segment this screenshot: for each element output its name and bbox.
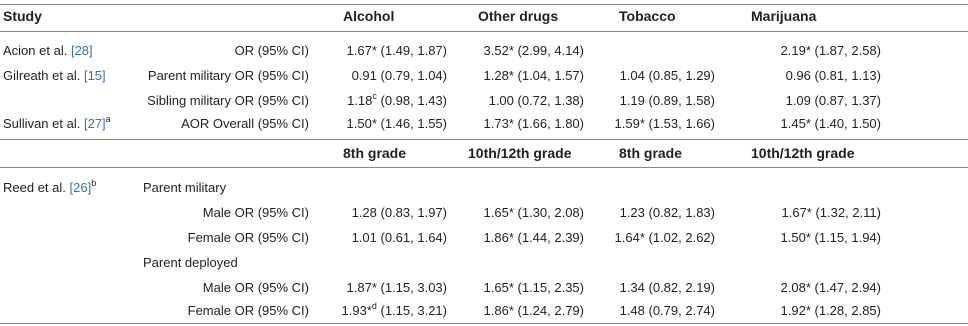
header-alcohol: Alcohol — [343, 8, 395, 24]
reference-link[interactable]: [28] — [70, 43, 93, 58]
subheader-rule — [0, 167, 968, 168]
group-label: Parent deployed — [143, 255, 238, 270]
alcohol-ci-text: (0.98, 1.43) — [376, 93, 447, 108]
header-10th-12th-grade-marijuana: 10th/12th grade — [751, 145, 855, 161]
value-8th-grade-alcohol: 1.87* (1.15, 3.03) — [346, 280, 447, 295]
value-10th-12th-grade-marijuana: 1.92* (1.28, 2.85) — [780, 303, 881, 318]
value-8th-grade-alcohol: 1.01 (0.61, 1.64) — [351, 230, 447, 245]
study-name — [3, 68, 106, 84]
measure-label: Female OR (95% CI) — [187, 303, 309, 318]
top-rule — [0, 4, 968, 5]
value-10th-12th-grade-marijuana: 1.50* (1.15, 1.94) — [780, 230, 881, 245]
study-name-text: Reed et al. — [3, 180, 66, 195]
reference-link[interactable]: [26] — [69, 180, 92, 195]
value-8th-grade-tobacco: 1.48 (0.79, 2.74) — [619, 303, 715, 318]
tobacco-value: 1.04 (0.85, 1.29) — [619, 68, 715, 83]
measure-label: Sibling military OR (95% CI) — [147, 93, 309, 108]
value-10th-12th-grade: 1.86* (1.24, 2.79) — [483, 303, 584, 318]
reference-link[interactable]: [27] — [83, 116, 106, 131]
footnote-marker: b — [91, 177, 97, 188]
study-name — [3, 113, 111, 132]
alcohol-value: 0.91 (0.79, 1.04) — [351, 68, 447, 83]
group-label: Parent military — [143, 180, 227, 195]
measure-label: AOR Overall (95% CI) — [181, 116, 309, 131]
value-10th-12th-grade: 1.65* (1.15, 2.35) — [483, 280, 584, 295]
tobacco-value: 1.59* (1.53, 1.66) — [614, 116, 715, 131]
header-rule — [0, 31, 968, 32]
header-tobacco: Tobacco — [619, 8, 676, 24]
bottom-rule — [0, 323, 968, 324]
ci-text: (1.15, 3.21) — [376, 303, 447, 318]
measure-label: Female OR (95% CI) — [187, 230, 309, 245]
footnote-marker: d — [371, 300, 377, 311]
study-name — [3, 177, 97, 196]
other-drugs-value: 1.28* (1.04, 1.57) — [483, 68, 584, 83]
study-name-text: Gilreath et al. — [3, 68, 81, 83]
value-8th-grade-tobacco: 1.34 (0.82, 2.19) — [619, 280, 715, 295]
header-other-drugs: Other drugs — [478, 8, 559, 24]
marijuana-value: 2.19* (1.87, 2.58) — [780, 43, 881, 58]
value-10th-12th-grade-marijuana: 1.67* (1.32, 2.11) — [781, 205, 881, 220]
marijuana-value: 1.45* (1.40, 1.50) — [780, 116, 881, 131]
header-8th-grade-tobacco: 8th grade — [619, 145, 683, 161]
value-8th-grade-tobacco: 1.64* (1.02, 2.62) — [614, 230, 715, 245]
alcohol-value: 1.67* (1.49, 1.87) — [346, 43, 447, 58]
marijuana-value: 1.09 (0.87, 1.37) — [785, 93, 881, 108]
study-name-text: Acion et al. — [3, 43, 68, 58]
header-marijuana: Marijuana — [751, 8, 817, 24]
value-10th-12th-grade: 1.65* (1.30, 2.08) — [483, 205, 584, 220]
measure-label: OR (95% CI) — [234, 43, 309, 58]
other-drugs-value: 1.73* (1.66, 1.80) — [483, 116, 584, 131]
footnote-marker: c — [372, 90, 377, 101]
value-8th-grade-alcohol: 1.28 (0.83, 1.97) — [351, 205, 447, 220]
alcohol-value-text: 1.18 — [347, 93, 373, 108]
measure-label: Male OR (95% CI) — [202, 280, 309, 295]
section-rule — [0, 139, 968, 140]
other-drugs-value: 3.52* (2.99, 4.14) — [483, 43, 584, 58]
measure-label: Parent military OR (95% CI) — [147, 68, 309, 83]
value-text: 1.93* — [341, 303, 372, 318]
value-10th-12th-grade-marijuana: 2.08* (1.47, 2.94) — [780, 280, 881, 295]
value-10th-12th-grade: 1.86* (1.44, 2.39) — [483, 230, 584, 245]
header-study: Study — [3, 8, 42, 24]
other-drugs-value: 1.00 (0.72, 1.38) — [488, 93, 584, 108]
header-8th-grade-alcohol: 8th grade — [343, 145, 407, 161]
study-name — [3, 43, 93, 59]
tobacco-value: 1.19 (0.89, 1.58) — [619, 93, 715, 108]
alcohol-value — [312, 90, 447, 109]
header-10th-12th-grade-other-drugs: 10th/12th grade — [468, 145, 572, 161]
alcohol-value: 1.50* (1.46, 1.55) — [346, 116, 447, 131]
value-8th-grade-tobacco: 1.23 (0.82, 1.83) — [619, 205, 715, 220]
value-8th-grade-alcohol — [312, 300, 447, 319]
reference-link[interactable]: [15] — [83, 68, 106, 83]
study-name-text: Sullivan et al. — [3, 116, 81, 131]
marijuana-value: 0.96 (0.81, 1.13) — [785, 68, 881, 83]
footnote-marker: a — [105, 113, 111, 124]
measure-label: Male OR (95% CI) — [202, 205, 309, 220]
